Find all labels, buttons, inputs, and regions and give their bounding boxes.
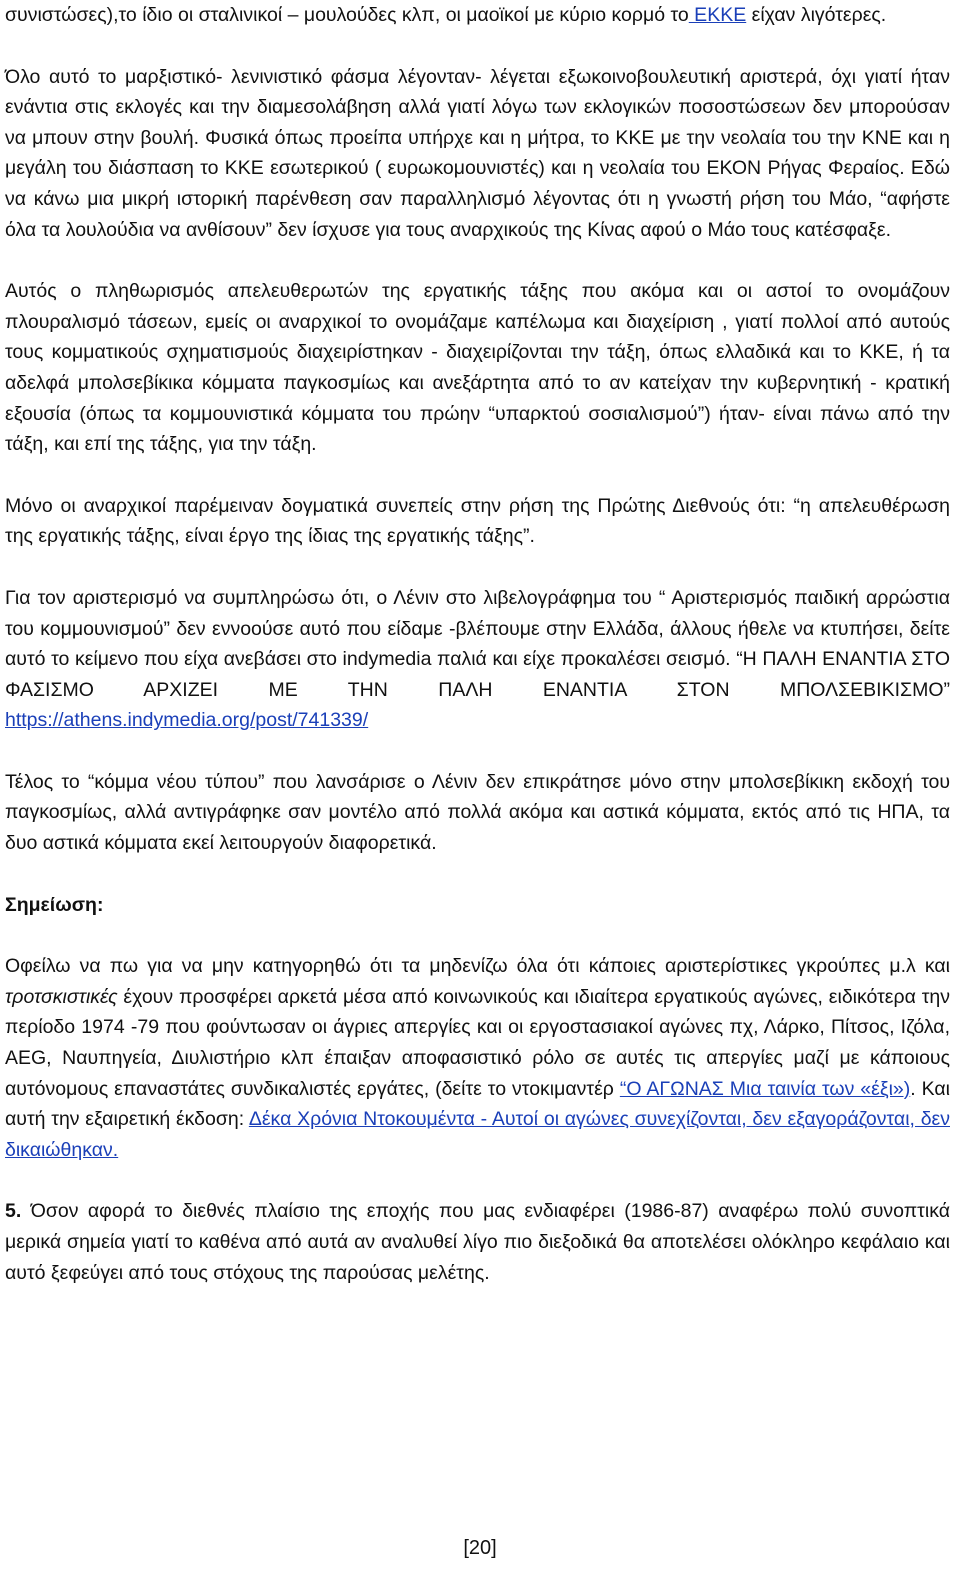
paragraph-1-tail: είχαν λιγότερες. <box>746 4 887 26</box>
ekke-link[interactable]: ΕΚΚΕ <box>688 4 747 26</box>
documentary-link[interactable]: “Ο ΑΓΩΝΑΣ Μια ταινία των «έξι») <box>619 1077 911 1100</box>
paragraph-1 <box>5 0 950 31</box>
paragraph-7-text-c: . Και αυτή την εξαιρετική έκδοση: <box>5 1077 950 1131</box>
paragraph-8-text: Όσον αφορά το διεθνές πλαίσιο της εποχής που μας ενδιαφέρει (1986-87) αναφέρω πολύ συνοπτικά μερικά σημεία γιατί το καθένα από αυτά αν αναλυθεί λίγο πιο διεξοδικά θα αποτελέσει ολόκληρο κεφάλαιο και αυτό ξεφεύγει από τους στόχους της παρούσας μελέτης. <box>5 1200 950 1284</box>
paragraph-5 <box>5 583 950 736</box>
paragraph-5-text: Για τον αριστερισμό να συμπληρώσω ότι, ο Λένιν στο λιβελογράφημα του “ Αριστερισμός παιδική αρρώστια του κομμουνισμού” δεν εννοούσε αυτό που είδαμε -βλέπουμε στην Ελλάδα, άλλους ήθελε να κτυπήσει, δείτε αυτό το κείμενο που είχα ανεβάσει στο indymedia παλιά και είχε προκαλέσει σεισμό. “Η ΠΑΛΗ ΕΝΑΝΤΙΑ ΣΤΟ ΦΑΣΙΣΜΟ ΑΡΧΙΖΕΙ ΜΕ ΤΗΝ ΠΑΛΗ ΕΝΑΝΤΙΑ ΣΤΟΝ ΜΠΟΛΣΕΒΙΚΙΣΜΟ” <box>5 586 950 701</box>
paragraph-7-text-b: έχουν προσφέρει αρκετά μέσα από κοινωνικούς και ιδιαίτερα εργατικούς αγώνες, ειδικότερα την περίοδο 1974 -79 που φούντωσαν οι άγριες απεργίες και οι εργοστασιακοί αγώνες πχ, Λάρκο, Πίτσος, Ιζόλα, AEG, Ναυπηγεία, Διυλιστήριο κλπ έπαιξαν αποφασιστικό ρόλο σε αυτές τις απεργίες μαζί με κάποιους αυτόνομους επαναστάτες συνδικαλιστές εργάτες, (δείτε το ντοκιμαντέρ <box>5 985 950 1100</box>
paragraph-1-text: συνιστώσες),το ίδιο οι σταλινικοί – μουλούδες κλπ, οι μαοϊκοί με κύριο κορμό το <box>5 4 689 26</box>
indymedia-link[interactable]: https://athens.indymedia.org/post/741339/ <box>5 709 369 732</box>
paragraph-7 <box>5 951 950 1165</box>
paragraph-3: Αυτός ο πληθωρισμός απελευθερωτών της εργατικής τάξης που ακόμα και οι αστοί το ονομάζουν πλουραλισμό τάσεων, εμείς οι αναρχικοί το ονομάζαμε καπέλωμα και διαχείριση , γιατί πολλοί από αυτούς τους κομματικούς σχηματισμούς διαχειρίστηκαν - διαχειρίζονται την τάξη, όπως ελλαδικά και το ΚΚΕ, ή τα αδελφά μπολσεβίκικα κόμματα παγκοσμίως και ανεξάρτητα από το αν κατείχαν την κυβερνητική - κρατική εξουσία (όπως τα κομμουνιστικά κόμματα του πρώην “υπαρκτού σοσιαλισμού”) ήταν- είναι πάνω από την τάξη, και επί της τάξης, για την τάξη. <box>5 280 950 456</box>
paragraph-7-text-a: Οφείλω να πω για να μην κατηγορηθώ ότι τα μηδενίζω όλα ότι κάποιες αριστερίστικες γκρούπες μ.λ και <box>5 955 950 978</box>
paragraph-2: Όλο αυτό το μαρξιστικό- λενινιστικό φάσμα λέγονταν- λέγεται εξωκοινοβουλευτική αριστερά, όχι γιατί ήταν ενάντια στις εκλογές και την διαμεσολάβηση αλλά γιατί λόγω των εκλογικών ποσοστώσεων δεν μπορούσαν να μπουν στην βουλή. Φυσικά όπως προείπα υπήρχε και η μήτρα, το ΚΚΕ με την νεολαία του την ΚΝΕ και η μεγάλη του διάσπαση το ΚΚΕ εσωτερικού ( ευρωκομουνιστές) και η νεολαία του ΕΚΟΝ Ρήγας Φεραίος. Εδώ να κάνω μια μικρή ιστορική παρένθεση σαν παραλληλισμό λέγοντας ότι η γνωστή ρήση του Μάο, “αφήστε όλα τα λουλούδια να ανθίσουν” δεν ίσχυσε για τους αναρχικούς της Κίνας αφού ο Μάο τους κατέσφαξε. <box>5 65 950 241</box>
note-heading: Σημείωση: <box>5 893 104 916</box>
paragraph-6: Τέλος το “κόμμα νέου τύπου” που λανσάρισε ο Λένιν δεν επικράτησε μόνο στην μπολσεβίκικη εκδοχή του παγκοσμίως, αλλά αντιγράφηκε σαν μοντέλο από πολλά ακόμα και αστικά κόμματα, εκτός από τις ΗΠΑ, τα δυο αστικά κόμματα εκεί λειτουργούν διαφορετικά. <box>5 770 950 855</box>
paragraph-8 <box>5 1196 950 1288</box>
section-number: 5. <box>5 1200 22 1223</box>
publication-link[interactable]: Δέκα Χρόνια Ντοκουμέντα - Αυτοί οι αγώνες συνεχίζονται, δεν εξαγοράζονται, δεν δικαιώθηκαν. <box>5 1108 950 1161</box>
paragraph-7-italic: τροτσκιστικές <box>5 985 118 1008</box>
paragraph-4: Μόνο οι αναρχικοί παρέμειναν δογματικά συνεπείς στην ρήση της Πρώτης Διεθνούς ότι: “η απελευθέρωση της εργατικής τάξης, είναι έργο της ίδιας της εργατικής τάξης”. <box>5 494 950 548</box>
page-number: [20] <box>463 1537 497 1559</box>
document-body <box>5 0 950 1288</box>
